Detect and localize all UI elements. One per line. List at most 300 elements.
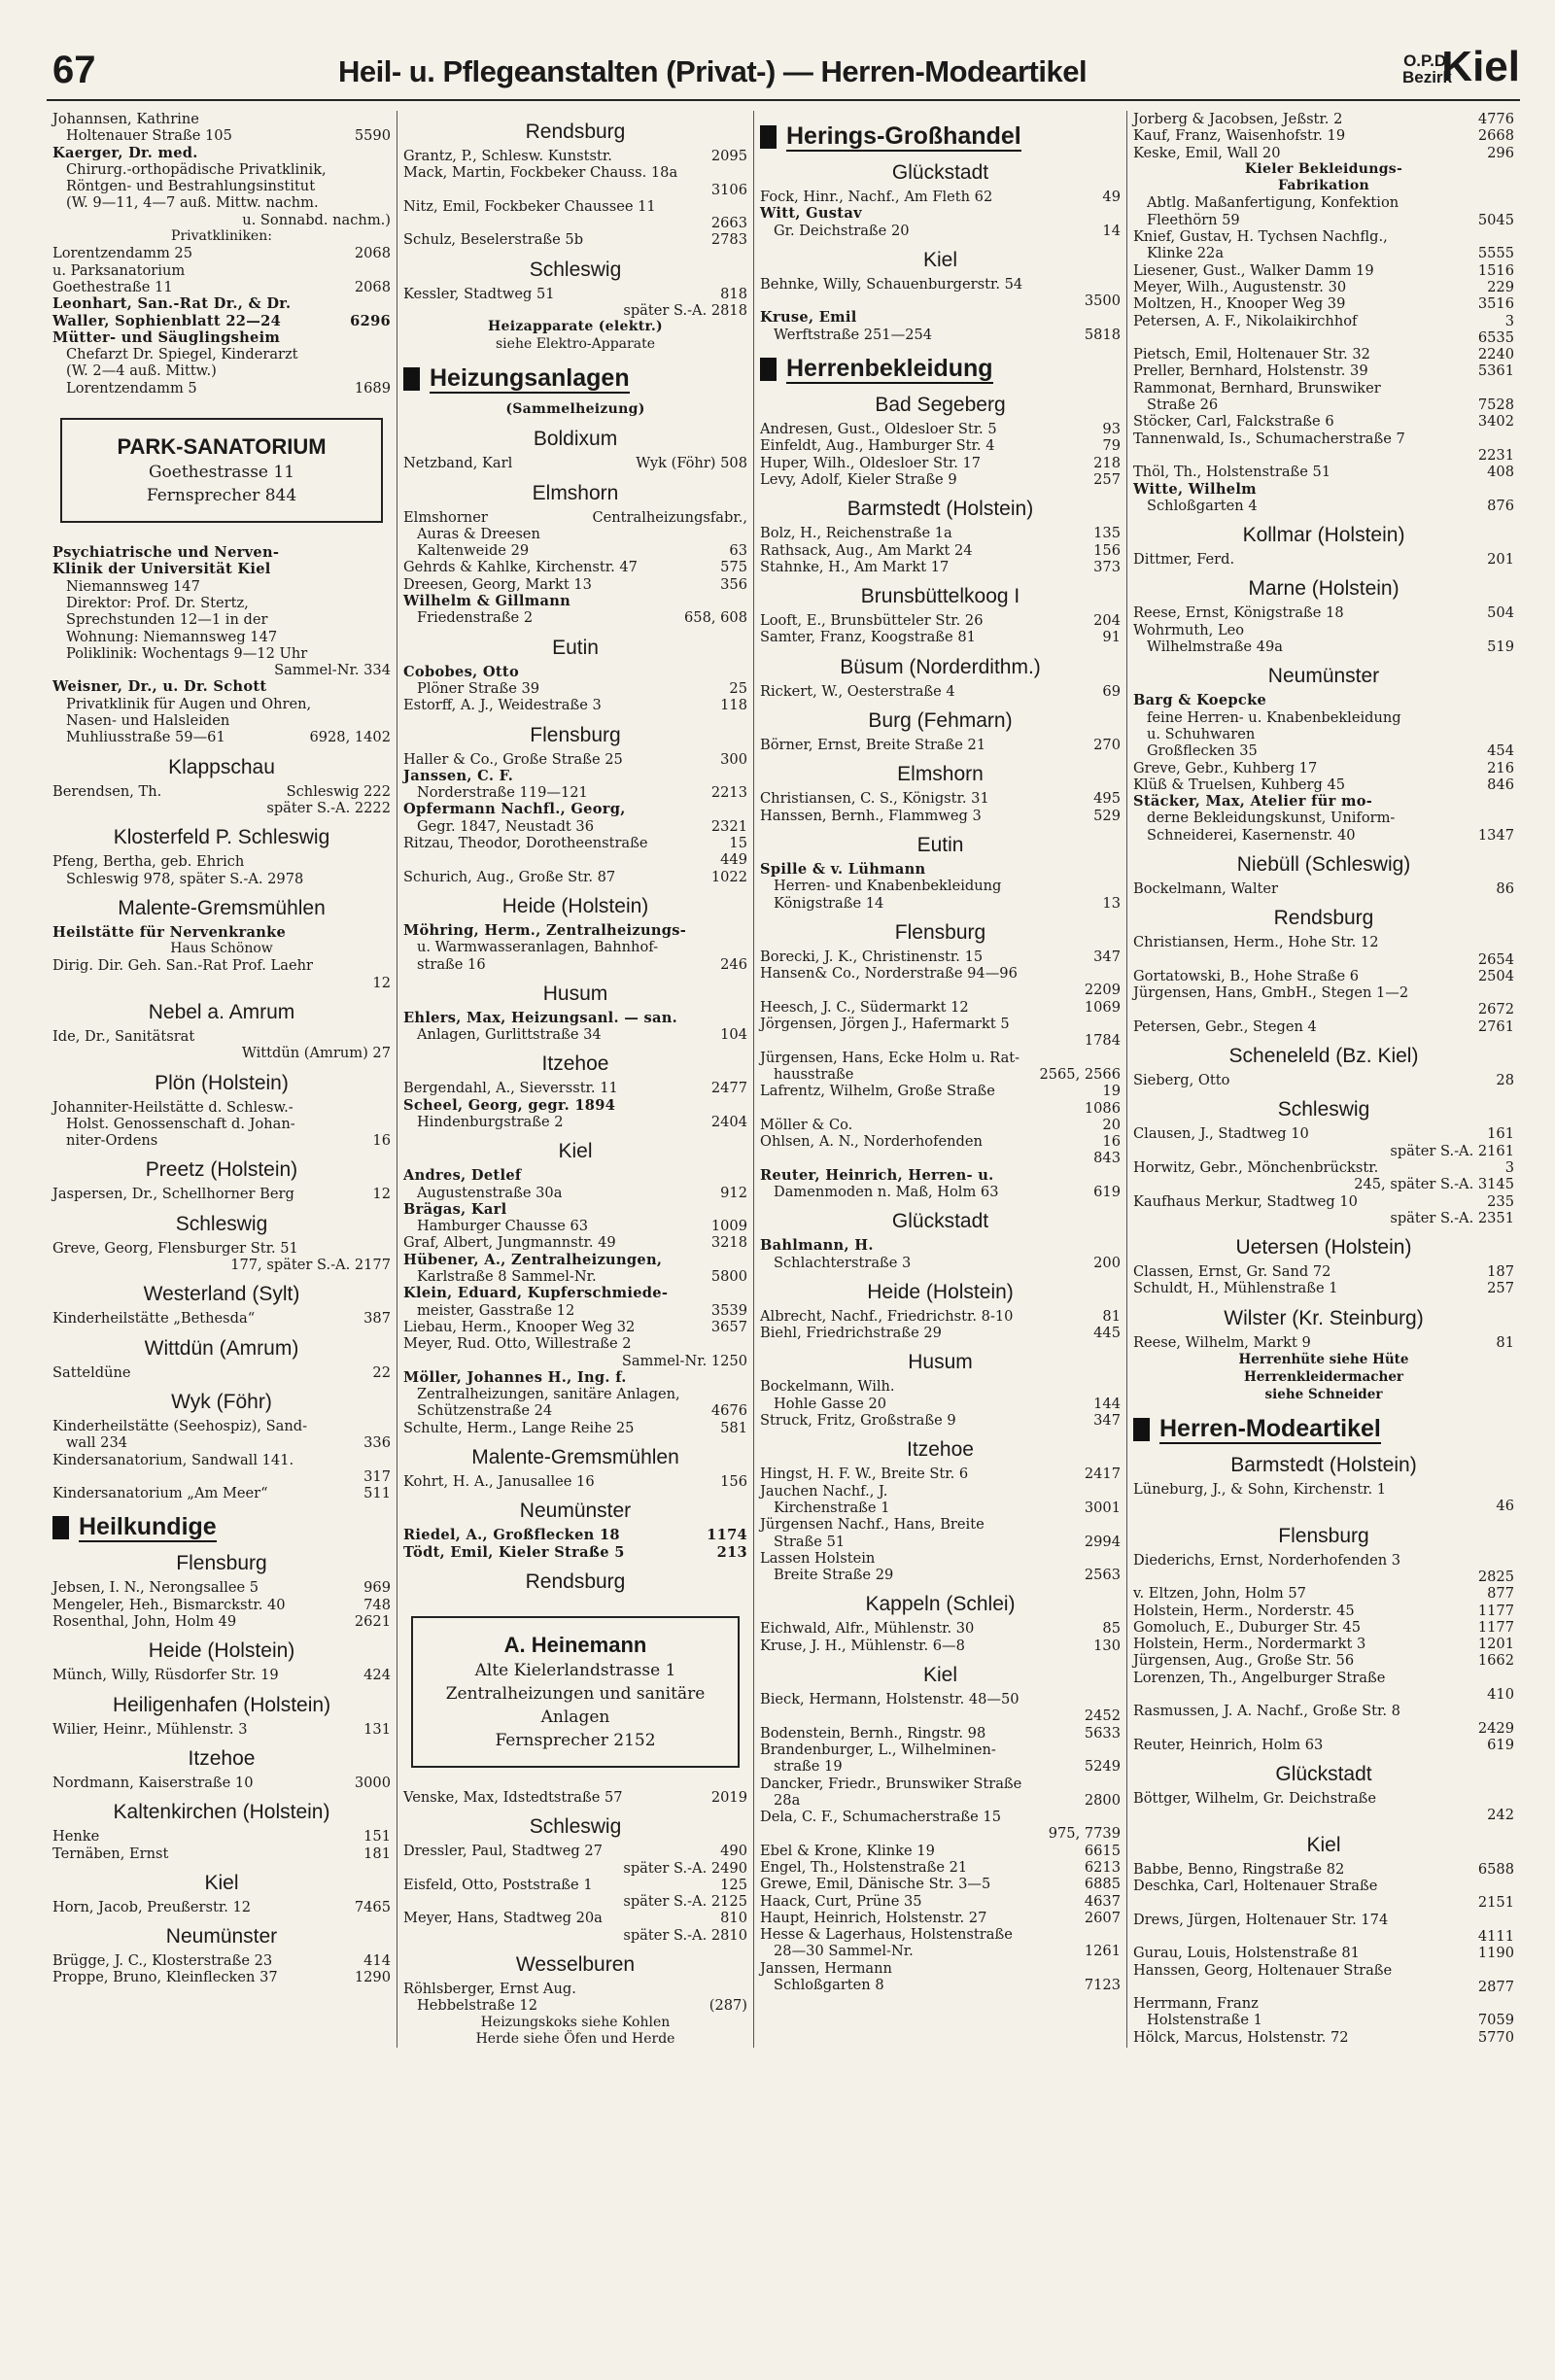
listing-entry	[403, 509, 747, 526]
entry-text: Privatklinik für Augen und Ohren,	[66, 695, 312, 712]
phone-number: 246	[720, 955, 747, 973]
entry-text: Bahlmann, H.	[760, 1237, 874, 1255]
centered-note: Heizapparate (elektr.)	[488, 319, 663, 335]
entry-text: Hansen& Co., Norderstraße 94—96	[760, 965, 1018, 983]
phone-number: 213	[716, 1543, 747, 1561]
entry-text: Reese, Wilhelm, Markt 9	[1133, 1333, 1311, 1351]
entry-text: Hindenburgstraße 2	[417, 1113, 564, 1130]
phone-number: 235	[1487, 1192, 1514, 1210]
entry-text: Fleethörn 59	[1147, 211, 1240, 228]
town-heading: Kiel	[558, 1140, 593, 1163]
entry-text: Johanniter-Heilstätte d. Schlesw.-	[52, 1098, 294, 1116]
listing-entry	[52, 1952, 391, 1969]
listing-entry	[403, 922, 747, 939]
entry-continuation: später S.-A. 2351	[1390, 1209, 1514, 1226]
entry-text: Brügge, J. C., Klosterstraße 23	[52, 1952, 273, 1970]
entry-text: Engel, Th., Holstenstraße 21	[760, 1859, 968, 1876]
listing-entry	[403, 751, 747, 768]
listing-entry	[403, 1473, 747, 1490]
phone-number: 347	[1093, 948, 1121, 965]
entry-text: Preller, Bernhard, Holstenstr. 39	[1133, 362, 1368, 380]
entry-text: Bodenstein, Bernh., Ringstr. 98	[760, 1724, 986, 1742]
listing-entry	[760, 1396, 1121, 1412]
phone-number: 5590	[354, 127, 391, 145]
entry-text: Wilhelmstraße 49a	[1147, 638, 1283, 656]
listing-entry	[760, 1776, 1121, 1792]
phone-number: 257	[1487, 1280, 1514, 1297]
listing-entry	[52, 1132, 391, 1149]
listing-entry	[1133, 692, 1514, 708]
town-heading: Husum	[542, 982, 608, 1005]
listing-entry	[52, 1485, 391, 1501]
phone-number: 156	[1093, 541, 1121, 559]
entry-text: Schulz, Beselerstraße 5b	[403, 231, 584, 249]
town-heading: Klappschau	[168, 755, 275, 778]
town-heading: Neumünster	[519, 1500, 632, 1523]
entry-text: Jürgensen, Hans, GmbH., Stegen 1—2	[1133, 984, 1409, 1002]
entry-text: Eichwald, Alfr., Mühlenstr. 30	[760, 1620, 975, 1638]
phone-number: 504	[1487, 604, 1514, 622]
listing-entry	[1133, 1159, 1514, 1176]
entry-text: Rammonat, Bernhard, Brunswiker	[1133, 379, 1381, 397]
listing-entry	[760, 1237, 1121, 1254]
entry-text: Rathsack, Aug., Am Markt 24	[760, 541, 973, 559]
entry-text: Kaufhaus Merkur, Stadtweg 10	[1133, 1192, 1358, 1210]
phone-number: 144	[1093, 1395, 1121, 1412]
entry-text: Einfeldt, Aug., Hamburger Str. 4	[760, 437, 995, 455]
listing-entry	[52, 1452, 391, 1468]
listing-entry	[52, 1667, 391, 1683]
entry-text: Mengeler, Heh., Bismarckstr. 40	[52, 1596, 286, 1613]
phone-number: 19	[1102, 1083, 1121, 1100]
listing-entry	[760, 1412, 1121, 1429]
listing-entry	[52, 262, 391, 279]
town-heading: Schleswig	[175, 1212, 268, 1235]
entry-text: Kindersanatorium „Am Meer“	[52, 1485, 268, 1502]
entry-continuation: später S.-A. 2125	[623, 1893, 747, 1911]
entry-text: Hebbelstraße 12	[417, 1997, 537, 2015]
entry-text: Dela, C. F., Schumacherstraße 15	[760, 1809, 1001, 1826]
listing-entry	[52, 1434, 391, 1451]
phone-number: 511	[363, 1485, 391, 1502]
phone-number: 104	[720, 1026, 747, 1044]
phone-number: 204	[1093, 612, 1121, 630]
entry-text: Sprechstunden 12—1 in der	[66, 611, 268, 629]
ad-title: A. Heinemann	[503, 1632, 647, 1657]
entry-text: Schützenstraße 24	[417, 1402, 553, 1420]
listing-entry	[52, 194, 391, 211]
listing-entry	[52, 578, 391, 595]
entry-text: Leonhart, San.-Rat Dr., & Dr.	[52, 295, 292, 313]
phone-number: 86	[1496, 880, 1514, 897]
entry-text: Liebau, Herm., Knooper Weg 32	[403, 1318, 636, 1335]
bezirk-label: Bezirk	[1401, 68, 1452, 86]
listing-entry	[52, 871, 391, 887]
phone-number: 12	[372, 1186, 391, 1203]
listing-entry	[52, 313, 391, 329]
town-heading: Marne (Holstein)	[1248, 577, 1400, 601]
phone-number: 270	[1093, 737, 1121, 754]
entry-continuation: 4111	[1477, 1927, 1514, 1945]
entry-text: Jauchen Nachf., J.	[760, 1482, 888, 1500]
listing-entry	[1133, 1861, 1514, 1878]
entry-text: Möller, Johannes H., Ing. f.	[403, 1368, 627, 1386]
entry-text: Satteldüne	[52, 1363, 131, 1381]
entry-text: Gehrds & Kahlke, Kirchenstr. 47	[403, 559, 638, 576]
listing-entry	[403, 1843, 747, 1859]
page-header	[47, 43, 1520, 101]
phone-number: 748	[363, 1596, 391, 1613]
listing-entry	[760, 1638, 1121, 1654]
entry-text: Lorentzendamm 5	[66, 379, 197, 397]
entry-text: Lorentzendamm 25	[52, 245, 193, 262]
phone-number: 49	[1102, 189, 1121, 205]
entry-continuation: später S.-A. 2222	[266, 799, 391, 816]
entry-text: Grantz, P., Schlesw. Kunststr.	[403, 148, 612, 164]
entry-text: straße 16	[417, 955, 486, 973]
entry-continuation: 317	[363, 1467, 391, 1485]
advertisement-box	[60, 418, 383, 523]
phone-number: 490	[720, 1843, 747, 1860]
listing-entry	[760, 1133, 1121, 1150]
listing-entry	[760, 737, 1121, 753]
listing-entry	[1133, 413, 1514, 430]
phone-number: 1347	[1477, 826, 1514, 844]
listing-entry	[403, 1789, 747, 1806]
phone-number: 1190	[1477, 1945, 1514, 1962]
centered-note: Haus Schönow	[170, 941, 273, 957]
town-heading: Nebel a. Amrum	[148, 1000, 295, 1023]
entry-continuation: 177, später S.-A. 2177	[230, 1257, 391, 1274]
phone-number: 5800	[710, 1268, 747, 1286]
listing-entry	[760, 1325, 1121, 1341]
entry-text: Gegr. 1847, Neustadt 36	[417, 817, 594, 835]
phone-number: 131	[363, 1720, 391, 1738]
phone-number: 296	[1487, 144, 1514, 161]
entry-text: Bergendahl, A., Sieversstr. 11	[403, 1080, 618, 1097]
phone-number: 5249	[1084, 1758, 1121, 1776]
listing-entry	[760, 629, 1121, 645]
listing-entry	[1133, 127, 1514, 144]
entry-text: Augustenstraße 30a	[417, 1184, 563, 1201]
listing-entry	[760, 1926, 1121, 1943]
listing-entry	[760, 1516, 1121, 1533]
entry-continuation: 6535	[1477, 328, 1514, 346]
phone-number: 2565, 2566	[1039, 1065, 1121, 1083]
entry-text: Janssen, Hermann	[760, 1959, 892, 1977]
phone-number: 575	[720, 559, 747, 576]
listing-entry	[403, 1544, 747, 1561]
entry-text: Jebsen, I. N., Nerongsallee 5	[52, 1579, 259, 1597]
entry-continuation: 843	[1093, 1150, 1121, 1167]
entry-text: Klüß & Truelsen, Kuhberg 45	[1133, 776, 1346, 793]
phone-number: 16	[1102, 1133, 1121, 1151]
listing-entry	[760, 421, 1121, 437]
entry-text: Bockelmann, Wilh.	[760, 1378, 895, 1396]
listing-entry	[1133, 1603, 1514, 1619]
opd-label: O.P.D.	[1403, 52, 1451, 70]
entry-text: Hanssen, Bernh., Flammweg 3	[760, 807, 982, 824]
listing-entry	[760, 1308, 1121, 1325]
cross-reference: Herrenkleidermacher	[1243, 1369, 1404, 1386]
phone-number: 2417	[1084, 1466, 1121, 1483]
listing-entry	[760, 1466, 1121, 1482]
listing-entry	[403, 1335, 747, 1352]
listing-entry	[403, 231, 747, 248]
phone-number: 1174	[707, 1527, 747, 1544]
entry-text: Rasmussen, J. A. Nachf., Große Str. 8	[1133, 1703, 1400, 1720]
phone-number: 25	[729, 679, 747, 697]
town-heading: Husum	[908, 1351, 973, 1374]
entry-text: u. Parksanatorium	[52, 261, 186, 279]
phone-number: 2019	[710, 1788, 747, 1806]
phone-number: 5818	[1084, 326, 1121, 343]
entry-text: Eisfeld, Otto, Poststraße 1	[403, 1876, 593, 1893]
phone-number: 3516	[1477, 295, 1514, 313]
listing-entry	[760, 1792, 1121, 1809]
listing-entry	[1133, 1945, 1514, 1961]
section-title: Herren-Modeartikel	[1159, 1415, 1381, 1443]
entry-text: Tannenwald, Is., Schumacherstraße 7	[1133, 430, 1405, 447]
listing-entry	[403, 1026, 747, 1043]
entry-text: Herrmann, Franz	[1133, 1995, 1259, 2013]
listing-entry	[1133, 1703, 1514, 1719]
entry-text: Wohrmuth, Leo	[1133, 621, 1245, 638]
listing-entry	[760, 1725, 1121, 1742]
section-marker-icon	[52, 1516, 69, 1539]
entry-text: Kirchenstraße 1	[774, 1499, 890, 1516]
phone-number: 1290	[354, 1969, 391, 1986]
phone-number: 1009	[710, 1218, 747, 1235]
ad-line: Fernsprecher 844	[146, 486, 297, 506]
listing-entry	[760, 1620, 1121, 1637]
phone-number: 135	[1093, 525, 1121, 542]
entry-continuation: 2825	[1477, 1568, 1514, 1585]
listing-entry	[1133, 1619, 1514, 1636]
entry-text: Nitz, Emil, Fockbeker Chaussee 11	[403, 197, 656, 215]
entry-text: Jorberg & Jacobsen, Jeßstr. 2	[1133, 111, 1343, 127]
advertisement-box	[411, 1616, 740, 1768]
entry-continuation: 242	[1487, 1807, 1514, 1824]
town-heading: Schleswig	[529, 258, 622, 281]
entry-text: Looft, E., Brunsbütteler Str. 26	[760, 612, 984, 630]
page-number: 67	[52, 49, 96, 91]
listing-entry	[52, 544, 391, 561]
listing-entry	[1133, 551, 1514, 568]
phone-number: 5555	[1477, 245, 1514, 262]
entry-text: Holtenauer Straße 105	[66, 127, 232, 145]
entry-text: Henke	[52, 1828, 100, 1845]
entry-continuation: Sammel-Nr. 1250	[621, 1352, 747, 1369]
section-heading	[403, 364, 747, 394]
entry-text: Janssen, C. F.	[403, 767, 514, 784]
listing-entry	[1133, 245, 1514, 261]
listing-entry	[760, 205, 1121, 222]
listing-entry	[760, 1910, 1121, 1926]
town-heading: Kappeln (Schlei)	[865, 1593, 1016, 1616]
column-4	[1126, 111, 1520, 2048]
listing-entry	[760, 189, 1121, 205]
listing-entry	[1133, 1636, 1514, 1652]
entry-text: Königstraße 14	[774, 894, 884, 912]
listing-entry	[760, 1083, 1121, 1099]
centered-note: siehe Elektro-Apparate	[496, 335, 655, 352]
phone-number: 1662	[1477, 1652, 1514, 1670]
town-heading: Heide (Holstein)	[501, 894, 649, 917]
entry-text: Ritzau, Theodor, Dorotheenstraße	[403, 835, 648, 852]
ad-line: Zentralheizungen und sanitäre	[445, 1683, 706, 1704]
entry-text: Schulte, Herm., Lange Reihe 25	[403, 1419, 635, 1436]
entry-text: Lafrentz, Wilhelm, Große Straße	[760, 1083, 995, 1100]
phone-number: 2800	[1084, 1791, 1121, 1809]
entry-text: Christiansen, Herm., Hohe Str. 12	[1133, 934, 1379, 951]
listing-entry	[1133, 481, 1514, 498]
entry-text: Pietsch, Emil, Holtenauer Str. 32	[1133, 346, 1370, 363]
listing-entry	[1133, 1878, 1514, 1894]
listing-entry	[760, 276, 1121, 293]
entry-text: Ide, Dr., Sanitätsrat	[52, 1027, 195, 1045]
phone-number: 130	[1093, 1637, 1121, 1654]
town-heading: Kiel	[922, 1664, 958, 1687]
entry-continuation: später S.-A. 2490	[623, 1859, 747, 1877]
listing-entry	[403, 559, 747, 575]
entry-text: Graf, Albert, Jungmannstr. 49	[403, 1234, 616, 1252]
town-heading: Kiel	[1306, 1833, 1341, 1856]
entry-text: Dancker, Friedr., Brunswiker Straße	[760, 1775, 1022, 1792]
entry-text: Möhring, Herm., Zentralheizungs-	[403, 921, 687, 939]
entry-text: Borecki, J. K., Christinenstr. 15	[760, 948, 984, 965]
listing-entry	[760, 1534, 1121, 1550]
entry-text: Opfermann Nachfl., Georg,	[403, 801, 626, 818]
phone-number: 495	[1093, 790, 1121, 808]
phone-number: 2621	[354, 1613, 391, 1631]
phone-number: 1516	[1477, 261, 1514, 279]
entry-text: Spille & v. Lühmann	[760, 860, 926, 878]
listing-entry	[52, 111, 391, 127]
entry-text: derne Bekleidungskunst, Uniform-	[1147, 810, 1396, 827]
listing-entry	[760, 1691, 1121, 1707]
centered-note: Herde siehe Öfen und Herde	[475, 2030, 675, 2047]
entry-continuation: 245, später S.-A. 3145	[1354, 1176, 1514, 1193]
listing-entry	[760, 559, 1121, 575]
phone-number: 2068	[354, 245, 391, 262]
town-heading: Itzehoe	[541, 1052, 609, 1076]
entry-text: Huper, Wilh., Oldesloer Str. 17	[760, 454, 982, 471]
listing-entry	[1133, 827, 1514, 844]
entry-text: Tödt, Emil, Kieler Straße 5	[403, 1543, 625, 1561]
listing-entry	[1133, 1737, 1514, 1753]
entry-text: Estorff, A. J., Weidestraße 3	[403, 697, 602, 714]
phone-number: 91	[1102, 629, 1121, 646]
section-marker-icon	[760, 125, 777, 149]
listing-entry	[1133, 498, 1514, 514]
town-heading: Rendsburg	[525, 1569, 626, 1593]
phone-number: 1261	[1084, 1943, 1121, 1960]
listing-entry	[760, 949, 1121, 965]
phone-number: 3539	[710, 1301, 747, 1319]
phone-number: 2994	[1084, 1533, 1121, 1550]
phone-number: 529	[1093, 807, 1121, 824]
entry-text: Albrecht, Nachf., Friedrichstr. 8-10	[760, 1307, 1014, 1325]
listing-entry	[52, 245, 391, 261]
phone-number: 454	[1487, 742, 1514, 760]
listing-entry	[403, 697, 747, 713]
entry-text: Straße 51	[774, 1533, 846, 1550]
listing-entry	[52, 729, 391, 745]
ad-line: Fernsprecher 2152	[495, 1730, 656, 1750]
phone-number: 1177	[1477, 1602, 1514, 1619]
entry-text: Christiansen, C. S., Königstr. 31	[760, 790, 989, 808]
phone-number: 2563	[1084, 1567, 1121, 1584]
listing-entry	[52, 645, 391, 662]
entry-text: Damenmoden n. Maß, Holm 63	[774, 1183, 999, 1200]
listing-entry	[760, 542, 1121, 559]
listing-entry	[52, 783, 391, 800]
listing-entry	[760, 1066, 1121, 1083]
phone-number: 3218	[710, 1234, 747, 1252]
listing-entry	[1133, 1962, 1514, 1979]
entry-text: Klein, Eduard, Kupferschmiede-	[403, 1285, 669, 1302]
entry-text: Rosenthal, John, Holm 49	[52, 1613, 237, 1631]
centered-note: Fabrikation	[1277, 178, 1370, 194]
phone-number: 16	[372, 1132, 391, 1150]
section-marker-icon	[1133, 1418, 1150, 1441]
entry-text: Greve, Georg, Flensburger Str. 51	[52, 1239, 298, 1257]
phone-number: 4637	[1084, 1892, 1121, 1910]
listing-entry	[403, 1386, 747, 1402]
listing-entry	[403, 939, 747, 955]
entry-continuation: 1086	[1084, 1099, 1121, 1117]
entry-text: Börner, Ernst, Breite Straße 21	[760, 737, 986, 754]
listing-entry	[403, 1114, 747, 1130]
listing-entry	[52, 161, 391, 178]
phone-number: 156	[720, 1473, 747, 1491]
phone-number: 229	[1487, 278, 1514, 295]
column-3	[753, 111, 1126, 2048]
entry-text: Struck, Fritz, Großstraße 9	[760, 1412, 956, 1430]
entry-text: Psychiatrische und Nerven-	[52, 544, 280, 562]
listing-entry	[52, 127, 391, 144]
listing-entry	[760, 808, 1121, 824]
town-heading: Malente-Gremsmühlen	[118, 896, 326, 919]
entry-text: Kauf, Franz, Waisenhofstr. 19	[1133, 127, 1346, 145]
entry-text: Abtlg. Maßanfertigung, Konfektion	[1147, 194, 1400, 212]
phone-number: 201	[1487, 551, 1514, 569]
listing-entry	[403, 1527, 747, 1543]
listing-entry	[52, 1597, 391, 1613]
entry-text: Kindersanatorium, Sandwall 141.	[52, 1451, 294, 1468]
entry-text: Kohrt, H. A., Janusallee 16	[403, 1473, 595, 1491]
entry-text: Nasen- und Halsleiden	[66, 712, 230, 730]
phone-number: 216	[1487, 759, 1514, 776]
listing-entry	[1133, 604, 1514, 621]
town-heading: Barmstedt (Holstein)	[1230, 1454, 1417, 1477]
phone-number: 519	[1487, 638, 1514, 656]
entry-text: Heesch, J. C., Südermarkt 12	[760, 998, 969, 1016]
entry-text: Hübener, A., Zentralheizungen,	[403, 1251, 663, 1268]
phone-number: 347	[1093, 1412, 1121, 1430]
listing-entry	[403, 1319, 747, 1335]
listing-entry	[403, 1369, 747, 1386]
ad-line: Anlagen	[540, 1707, 610, 1727]
town-heading: Flensburg	[1278, 1524, 1369, 1547]
listing-entry	[52, 145, 391, 161]
listing-entry	[760, 455, 1121, 471]
town-heading: Plön (Holstein)	[155, 1071, 289, 1094]
entry-text: Kaltenweide 29	[417, 542, 530, 560]
entry-continuation: 3106	[710, 181, 747, 198]
entry-text: Petersen, A. F., Nikolaikirchhof	[1133, 312, 1358, 329]
